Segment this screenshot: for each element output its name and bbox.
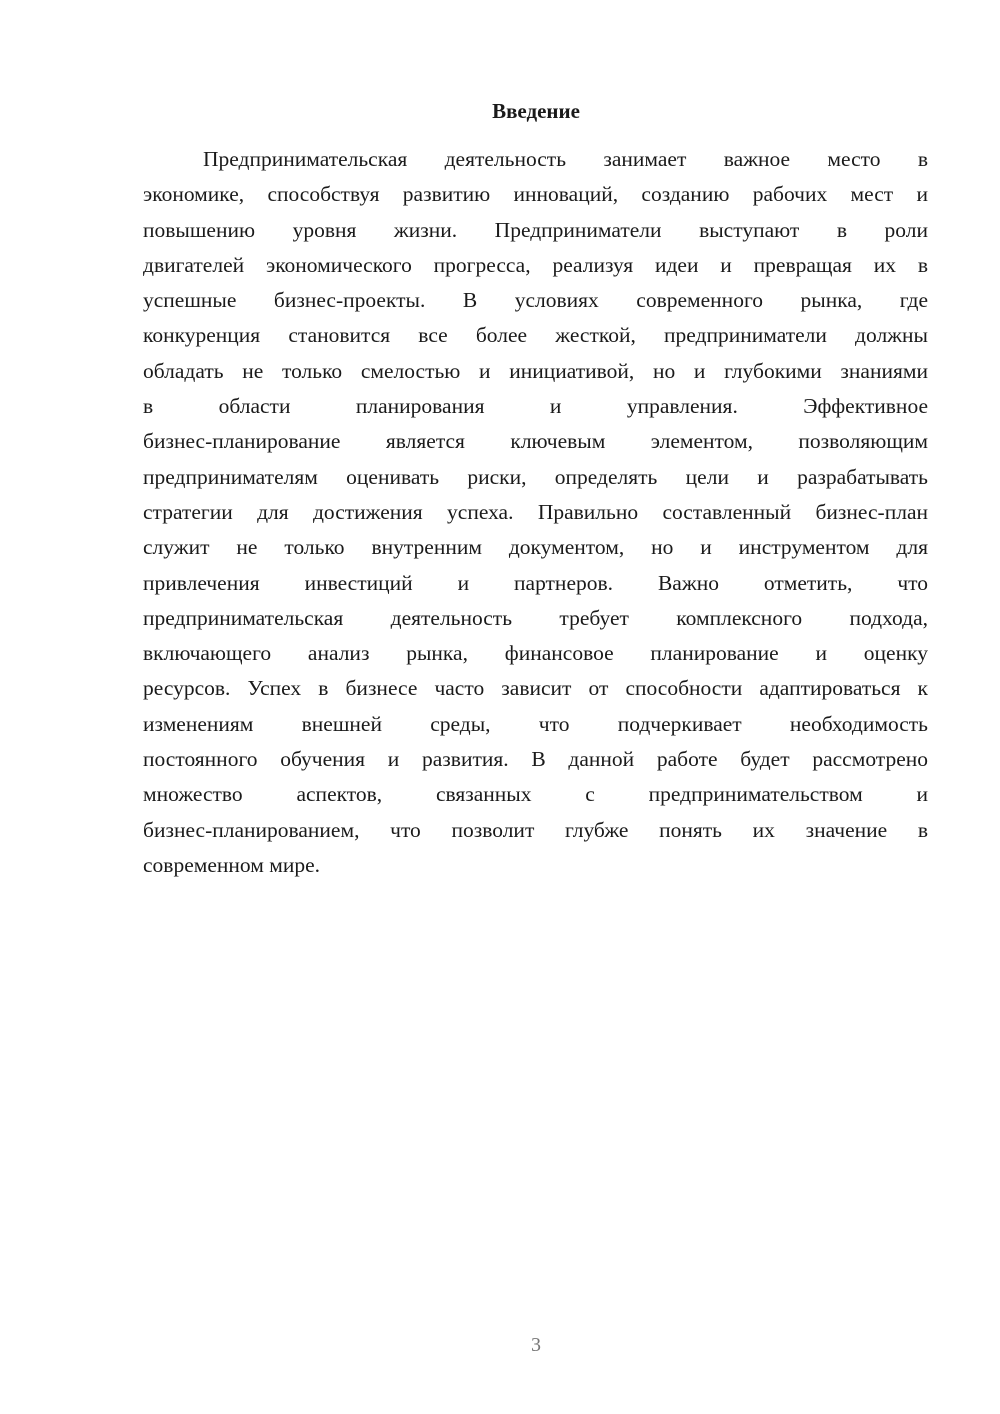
section-heading: Введение bbox=[492, 99, 580, 123]
body-paragraph bbox=[143, 142, 928, 883]
text-line: постоянного обучения и развития. В данной работе будет рассмотрено bbox=[143, 747, 928, 772]
text-line: стратегии для достижения успеха. Правильно составленный бизнес-план bbox=[143, 499, 928, 524]
text-line: ресурсов. Успех в бизнесе часто зависит от способности адаптироваться к bbox=[143, 676, 928, 701]
text-line: конкуренция становится все более жесткой, предприниматели должны bbox=[143, 323, 928, 348]
text-line: современном мире. bbox=[143, 852, 320, 877]
text-line: успешные бизнес-проекты. В условиях современного рынка, где bbox=[143, 288, 928, 313]
text-line: бизнес-планированием, что позволит глубже понять их значение в bbox=[143, 817, 928, 842]
page-number: 3 bbox=[531, 1334, 541, 1356]
text-line: в области планирования и управления. Эффективное bbox=[143, 394, 928, 419]
text-line: обладать не только смелостью и инициативой, но и глубокими знаниями bbox=[143, 358, 928, 383]
text-line: привлечения инвестиций и партнеров. Важно отметить, что bbox=[143, 570, 928, 595]
text-line: включающего анализ рынка, финансовое планирование и оценку bbox=[143, 641, 928, 666]
text-line: множество аспектов, связанных с предпринимательством и bbox=[143, 782, 928, 807]
text-line: предпринимательская деятельность требует комплексного подхода, bbox=[143, 605, 928, 630]
text-line: предпринимателям оценивать риски, определять цели и разрабатывать bbox=[143, 464, 928, 489]
text-line: Предпринимательская деятельность занимает важное место в bbox=[203, 147, 928, 171]
text-line: изменениям внешней среды, что подчеркивает необходимость bbox=[143, 711, 928, 736]
text-line: бизнес-планирование является ключевым элементом, позволяющим bbox=[143, 429, 928, 454]
text-line: экономике, способствуя развитию инноваций, созданию рабочих мест и bbox=[143, 182, 928, 207]
text-line: повышению уровня жизни. Предприниматели выступают в роли bbox=[143, 217, 928, 242]
text-line: служит не только внутренним документом, но и инструментом для bbox=[143, 535, 928, 560]
text-line: двигателей экономического прогресса, реализуя идеи и превращая их в bbox=[143, 252, 928, 277]
